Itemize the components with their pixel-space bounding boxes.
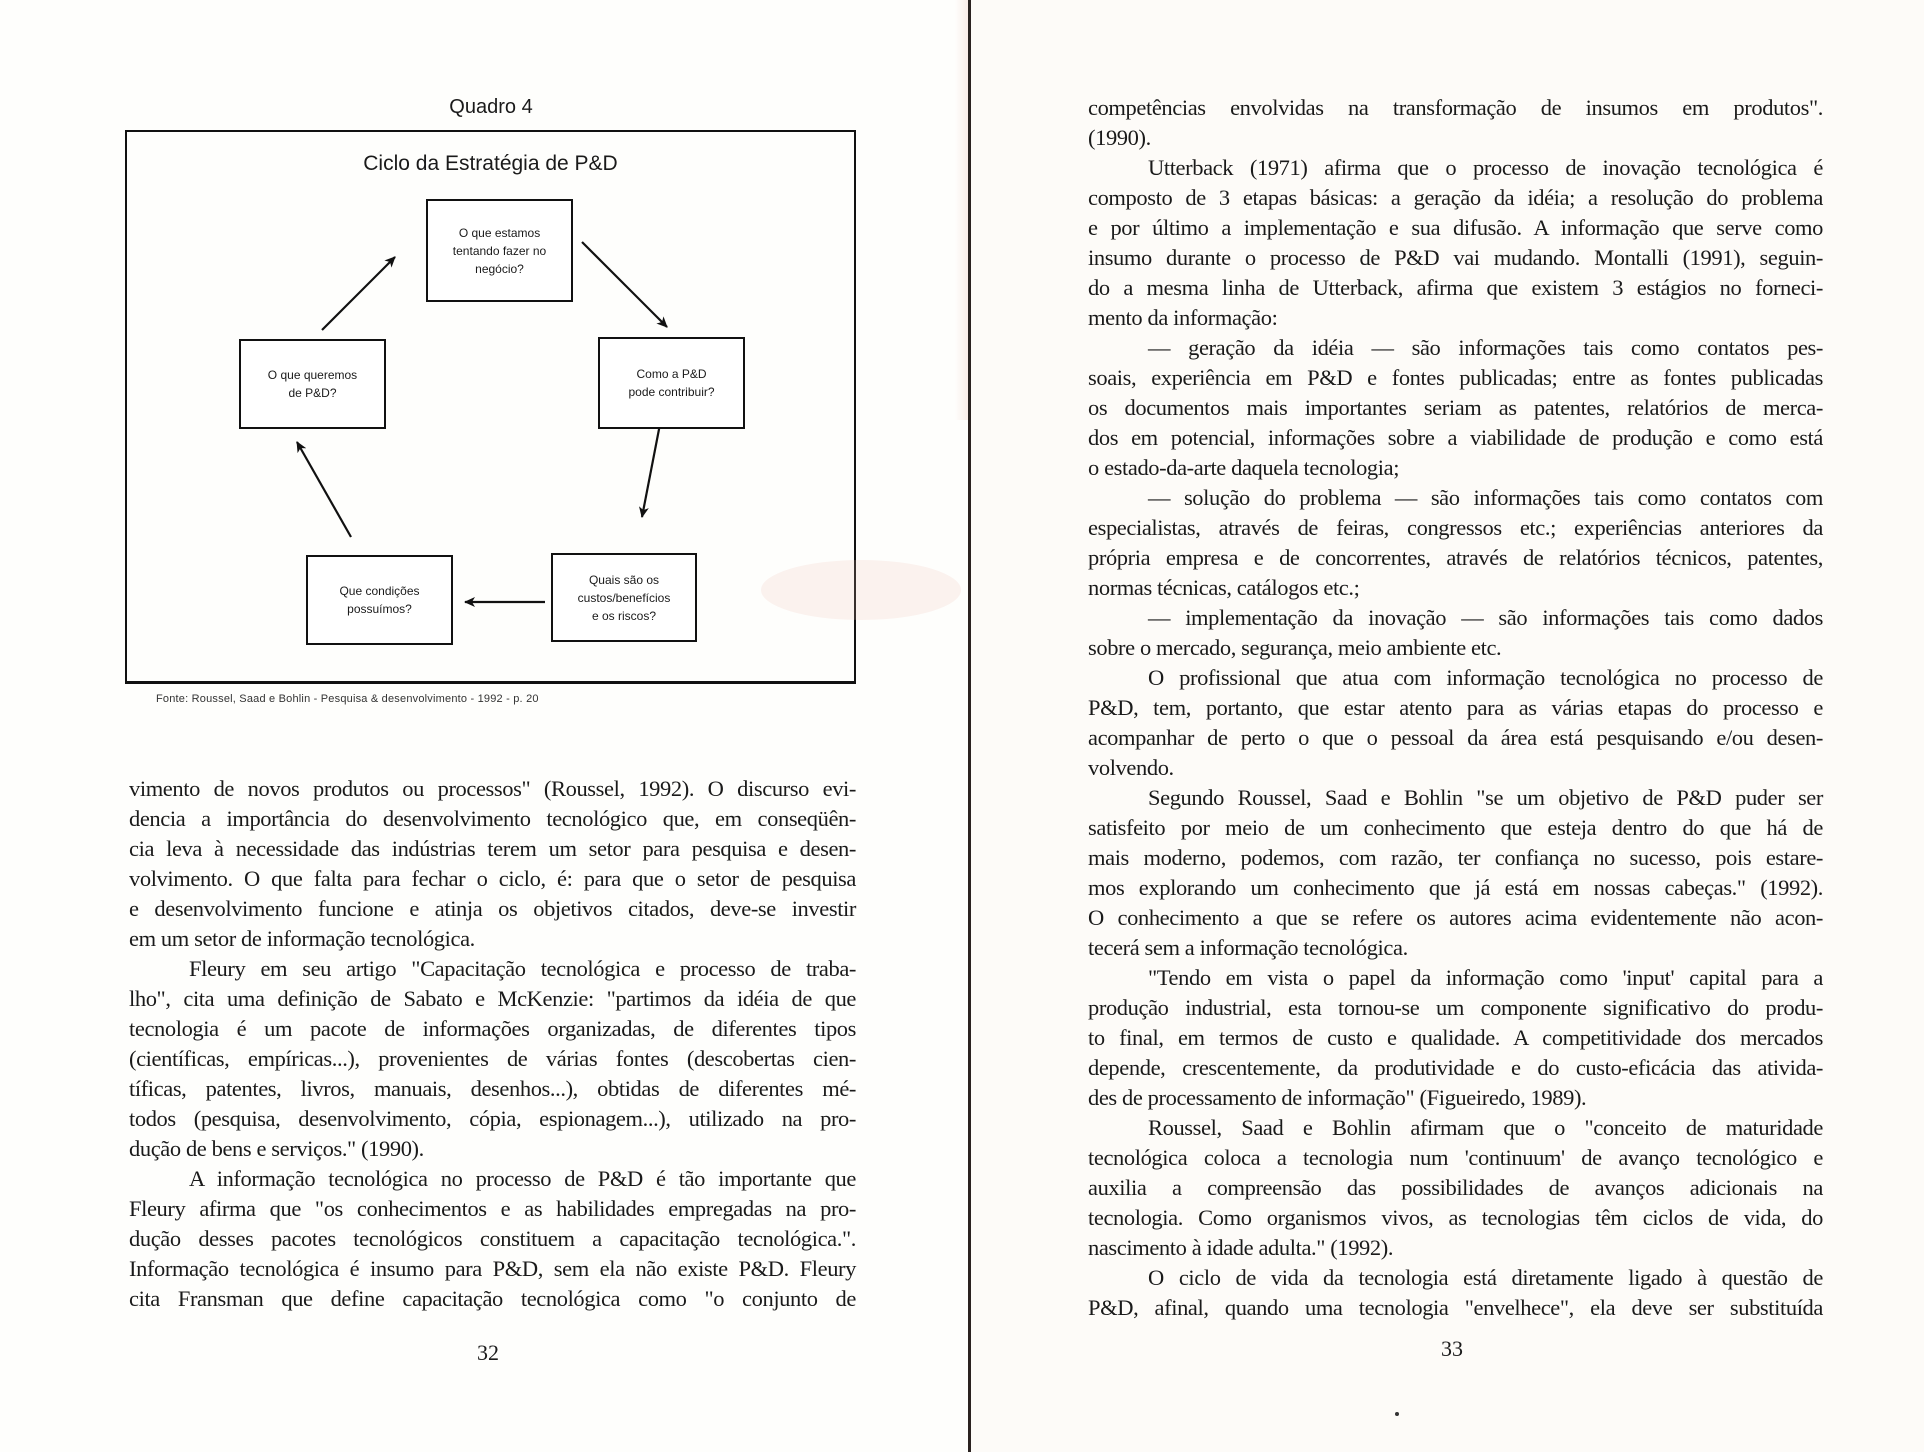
text-line: (científicas, empíricas...), provenientes de várias fontes (descobertas cien- bbox=[129, 1046, 856, 1071]
text-line: O ciclo de vida da tecnologia está diretamente ligado à questão de bbox=[1148, 1265, 1823, 1290]
text-line: produção industrial, esta tornou-se um componente significativo do produ- bbox=[1088, 995, 1823, 1020]
text-line: tecnologia. Como organismos vivos, as tecnologias têm ciclos de vida, do bbox=[1088, 1205, 1823, 1230]
figure-source: Fonte: Roussel, Saad e Bohlin - Pesquisa & desenvolvimento - 1992 - p. 20 bbox=[156, 693, 539, 705]
text-line: mos explorando um conhecimento que já está em nossas cabeças." (1992). bbox=[1088, 875, 1823, 900]
text-line: soais, experiência em P&D e fontes publicadas; entre as fontes publicadas bbox=[1088, 365, 1823, 390]
text-line: cia leva à necessidade das indústrias terem um setor para pesquisa e desen- bbox=[129, 836, 856, 861]
text-line: A informação tecnológica no processo de P&D é tão importante que bbox=[189, 1166, 856, 1191]
text-line: tecnologia é um pacote de informações organizadas, de diferentes tipos bbox=[129, 1016, 856, 1041]
text-line: Fleury afirma que "os conhecimentos e as habilidades empregadas na pro- bbox=[129, 1196, 856, 1221]
text-line: satisfeito por meio de um conhecimento que esteja dentro do que há de bbox=[1088, 815, 1823, 840]
text-line: insumo durante o processo de P&D vai mudando. Montalli (1991), seguin- bbox=[1088, 245, 1823, 270]
box-text-line: de P&D? bbox=[288, 386, 337, 400]
text-line: e desenvolvimento funcione e atinja os objetivos citados, deve-se investir bbox=[129, 896, 856, 921]
figure-label: Quadro 4 bbox=[449, 96, 533, 118]
text-line: — implementação da inovação — são informações tais como dados bbox=[1148, 605, 1823, 630]
text-line: P&D, afinal, quando uma tecnologia "envelhece", ela deve ser substituída bbox=[1088, 1295, 1823, 1320]
text-line: e por último a implementação e sua difusão. A informação que serve como bbox=[1088, 215, 1823, 240]
text-line: do a mesma linha de Utterback, afirma que existem 3 estágios no forneci- bbox=[1088, 275, 1823, 300]
text-line: mais moderno, podemos, com razão, ter confiança no sucesso, pois estare- bbox=[1088, 845, 1823, 870]
box-text-line: Quais são os bbox=[588, 572, 660, 587]
text-line: dos em potencial, informações sobre a viabilidade de produção e como está bbox=[1088, 425, 1823, 450]
text-line: competências envolvidas na transformação de insumos em produtos". bbox=[1088, 95, 1823, 120]
text-line: Informação tecnológica é insumo para P&D, sem ela não existe P&D. Fleury bbox=[129, 1256, 856, 1281]
text-line: O conhecimento a que se refere os autores acima evidentemente não acon- bbox=[1088, 905, 1823, 930]
paper-speck bbox=[1395, 1412, 1399, 1416]
text-line: dução desses pacotes tecnológicos constituem a capacitação tecnológica.". bbox=[129, 1226, 856, 1251]
page-number: 33 bbox=[1441, 1336, 1463, 1361]
page-number: 32 bbox=[477, 1340, 499, 1365]
text-line: o estado-da-arte daquela tecnologia; bbox=[1088, 455, 1400, 480]
text-line: acompanhar de perto o que o pessoal da área está pesquisando e/ou desen- bbox=[1088, 725, 1823, 750]
cycle-box-right bbox=[598, 337, 745, 429]
text-line: tecerá sem a informação tecnológica. bbox=[1088, 935, 1408, 960]
cycle-box-left bbox=[239, 339, 386, 429]
text-line: sobre o mercado, segurança, meio ambiente etc. bbox=[1088, 635, 1502, 660]
text-line: auxilia a compreensão das possibilidades de avanços adicionais na bbox=[1088, 1175, 1823, 1200]
cycle-box-bottom-right bbox=[551, 553, 697, 642]
box-text-line: O que estamos bbox=[458, 225, 541, 240]
cycle-box-bottom-left bbox=[306, 555, 453, 645]
right-page bbox=[971, 0, 1924, 1452]
text-line: nascimento à idade adulta." (1992). bbox=[1088, 1235, 1394, 1260]
text-line: em um setor de informação tecnológica. bbox=[129, 926, 475, 951]
box-text-line: O que queremos bbox=[267, 368, 358, 382]
text-line: tecnológica coloca a tecnologia num 'continuum' de avanço tecnológico e bbox=[1088, 1145, 1823, 1170]
diagram-title: Ciclo da Estratégia de P&D bbox=[363, 152, 618, 175]
text-line: volvimento. O que falta para fechar o ciclo, é: para que o setor de pesquisa bbox=[129, 866, 856, 891]
box-text-line: Como a P&D bbox=[636, 367, 707, 381]
text-line: dução de bens e serviços." (1990). bbox=[129, 1136, 424, 1161]
text-line: Utterback (1971) afirma que o processo de inovação tecnológica é bbox=[1148, 155, 1823, 180]
text-line: dencia a importância do desenvolvimento tecnológico que, em conseqüên- bbox=[129, 806, 856, 831]
text-line: cita Fransman que define capacitação tecnológica como "o conjunto de bbox=[129, 1286, 856, 1311]
text-line: to final, em termos de custo e qualidade. A competitividade dos mercados bbox=[1088, 1025, 1823, 1050]
text-line: (1990). bbox=[1088, 125, 1151, 150]
text-line: O profissional que atua com informação tecnológica no processo de bbox=[1148, 665, 1823, 690]
text-line: Fleury em seu artigo "Capacitação tecnológica e processo de traba- bbox=[189, 956, 856, 981]
text-line: depende, crescentemente, da produtividade e do custo-eficácia das ativida- bbox=[1088, 1055, 1823, 1080]
box-text-line: possuímos? bbox=[347, 602, 412, 616]
box-text-line: e os riscos? bbox=[591, 608, 657, 623]
text-line: volvendo. bbox=[1088, 755, 1174, 780]
text-line: — solução do problema — são informações tais como contatos com bbox=[1148, 485, 1823, 510]
text-line: todos (pesquisa, desenvolvimento, cópia, espionagem...), utilizado na pro- bbox=[129, 1106, 856, 1131]
text-line: des de processamento de informação" (Figueiredo, 1989). bbox=[1088, 1085, 1587, 1110]
box-text-line: tentando fazer no bbox=[452, 243, 547, 258]
cycle-box-top bbox=[426, 199, 573, 302]
text-line: própria empresa e de concorrentes, através de relatórios técnicos, patentes, bbox=[1088, 545, 1823, 570]
text-line: especialistas, através de feiras, congressos etc.; experiências anteriores da bbox=[1088, 515, 1823, 540]
text-line: composto de 3 etapas básicas: a geração da idéia; a resolução do problema bbox=[1088, 185, 1823, 210]
text-line: mento da informação: bbox=[1088, 305, 1278, 330]
text-line: — geração da idéia — são informações tais como contatos pes- bbox=[1148, 335, 1823, 360]
box-text-line: negócio? bbox=[475, 261, 524, 276]
text-line: os documentos mais importantes seriam as patentes, relatórios de merca- bbox=[1088, 395, 1823, 420]
box-text-line: pode contribuir? bbox=[628, 385, 715, 399]
box-text-line: Que condições bbox=[339, 584, 420, 598]
text-line: vimento de novos produtos ou processos" (Roussel, 1992). O discurso evi- bbox=[129, 776, 856, 801]
paper-stain bbox=[761, 560, 961, 620]
text-line: Roussel, Saad e Bohlin afirmam que o "conceito de maturidade bbox=[1148, 1115, 1823, 1140]
text-line: tíficas, patentes, livros, manuais, desenhos...), obtidas de diferentes mé- bbox=[129, 1076, 856, 1101]
text-line: lho", cita uma definição de Sabato e McKenzie: "partimos da idéia de que bbox=[129, 986, 856, 1011]
text-line: P&D, tem, portanto, que estar atento para as várias etapas do processo e bbox=[1088, 695, 1823, 720]
text-line: normas técnicas, catálogos etc.; bbox=[1088, 575, 1360, 600]
text-line: Segundo Roussel, Saad e Bohlin "se um objetivo de P&D puder ser bbox=[1148, 785, 1823, 810]
diagram-frame bbox=[125, 130, 856, 684]
text-line: "Tendo em vista o papel da informação como 'input' capital para a bbox=[1148, 965, 1823, 990]
box-text-line: custos/benefícios bbox=[577, 590, 671, 605]
